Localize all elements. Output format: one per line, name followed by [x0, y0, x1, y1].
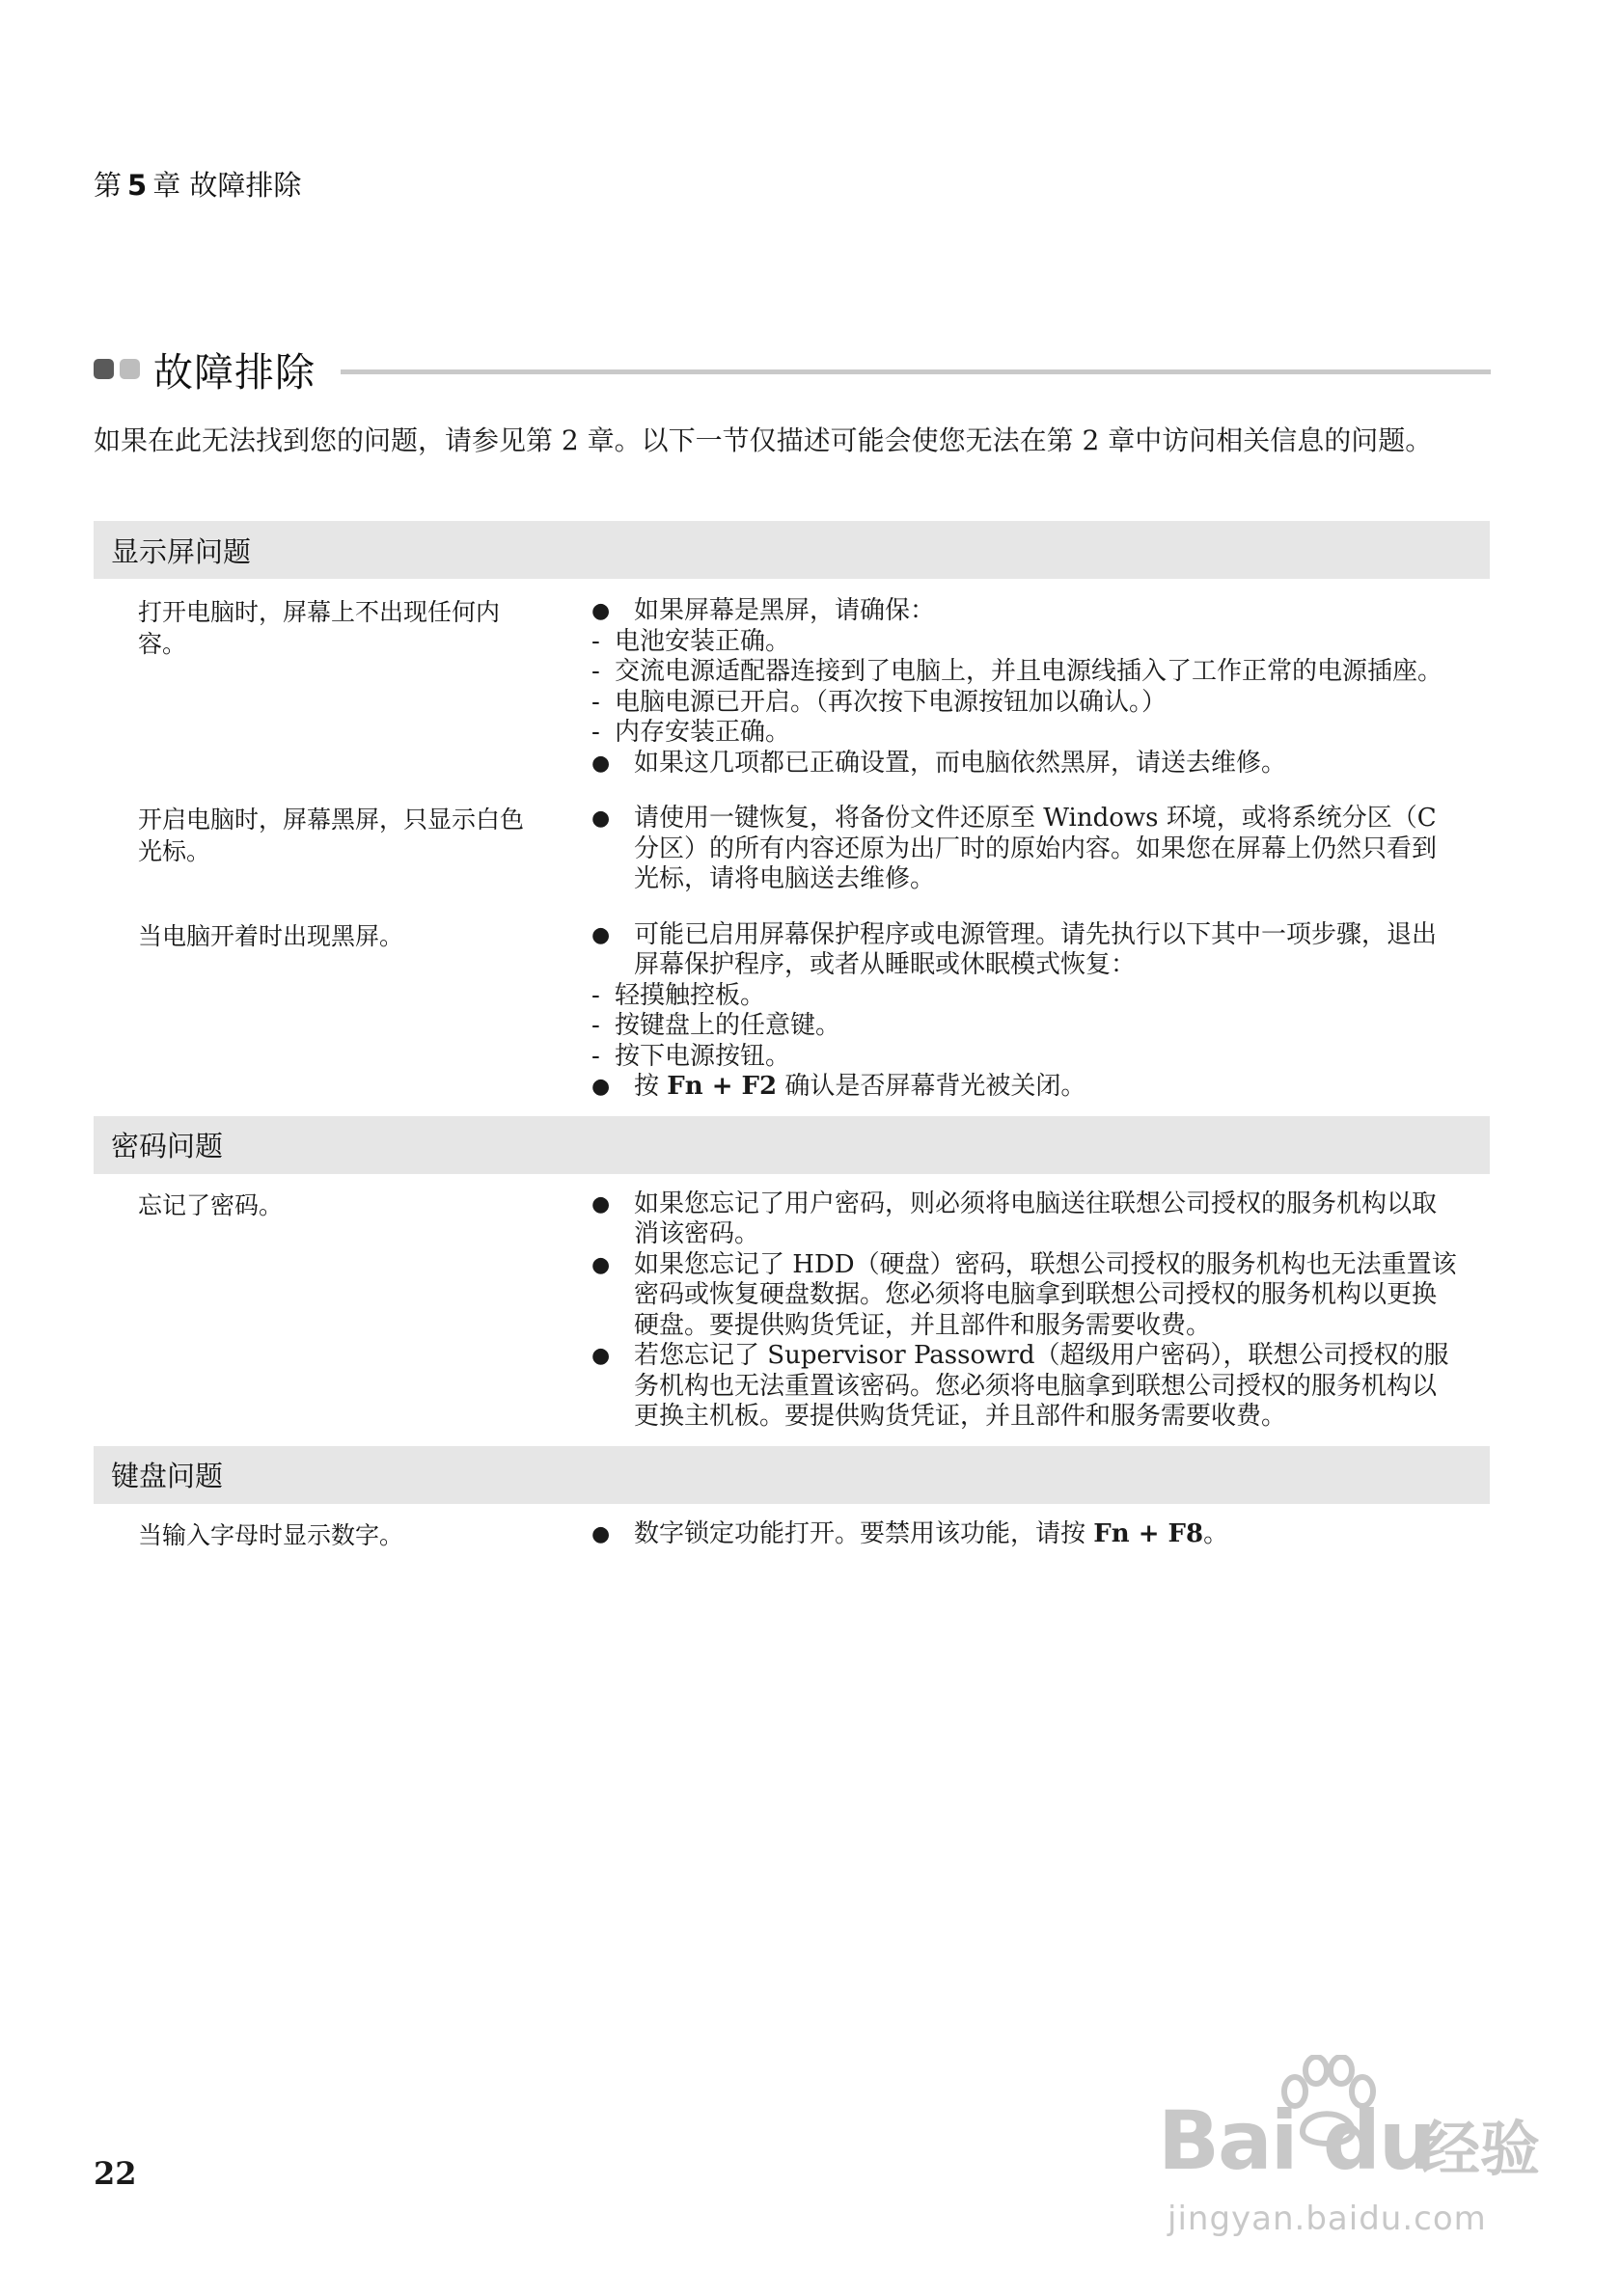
- dash-icon: -: [591, 1041, 600, 1071]
- solution-cell: [591, 1189, 1460, 1433]
- table-row: [94, 1519, 1490, 1551]
- list-item: [591, 1250, 1460, 1342]
- table-row: [94, 596, 1490, 779]
- dash-icon: -: [591, 657, 600, 686]
- list-item: [591, 920, 1460, 981]
- chapter-prefix: 第: [94, 169, 123, 202]
- troubleshooting-table: [94, 521, 1490, 1551]
- solution-cell: [591, 920, 1460, 1103]
- chapter-suffix: 章 故障排除: [152, 169, 302, 202]
- problem-text: 开启电脑时，屏幕黑屏，只显示白色光标。: [138, 806, 525, 865]
- dash-text: 按键盘上的任意键。: [615, 1011, 841, 1040]
- bullet-icon: ●: [591, 1191, 611, 1216]
- dash-text: 电脑电源已开启。（再次按下电源按钮加以确认。）: [615, 687, 1168, 717]
- list-item: [591, 804, 1460, 895]
- solution-cell: [591, 596, 1460, 779]
- bullet-text: 若您忘记了 Supervisor Passowrd（超级用户密码），联想公司授权的服务机构也无法重置该密码。您必须将电脑拿到联想公司授权的服务机构以更换主机板。要提供购货凭证，并且部件和服务需要收费。: [634, 1341, 1449, 1431]
- dash-text: 电池安装正确。: [615, 626, 791, 656]
- category-header-display: 显示屏问题: [94, 521, 1490, 579]
- intro-paragraph: 如果在此无法找到您的问题，请参见第 2 章。以下一节仅描述可能会使您无法在第 2 章中访问相关信息的问题。: [94, 424, 1433, 456]
- key-combo: Fn + F8: [1093, 1518, 1204, 1548]
- problem-text: 当电脑开着时出现黑屏。: [138, 921, 404, 950]
- key-combo: Fn + F2: [667, 1072, 778, 1101]
- list-item: [591, 1341, 1460, 1433]
- dash-text: 交流电源适配器连接到了电脑上，并且电源线插入了工作正常的电源插座。: [615, 657, 1443, 686]
- section-title: 故障排除: [153, 348, 316, 396]
- solution-cell: [591, 804, 1460, 895]
- bullet-icon: ●: [591, 922, 611, 947]
- dash-icon: -: [591, 718, 600, 747]
- dash-icon: -: [591, 687, 600, 717]
- bullet-text: [634, 1519, 1460, 1550]
- list-item: [591, 1072, 1460, 1103]
- list-item: [591, 1042, 1460, 1073]
- list-item: [591, 688, 1460, 719]
- list-item: [591, 596, 1460, 627]
- page-number: 22: [94, 2155, 137, 2192]
- bullet-icon: ●: [591, 599, 611, 623]
- problem-text: 当输入字母时显示数字。: [138, 1520, 404, 1549]
- chapter-header: [94, 164, 301, 204]
- list-item: [591, 1189, 1460, 1250]
- category-header-keyboard: 键盘问题: [94, 1446, 1490, 1504]
- section-title-row: [94, 340, 1491, 397]
- dash-icon: -: [591, 626, 600, 656]
- chapter-number: 5: [127, 169, 148, 202]
- dash-text: 轻摸触控板。: [615, 980, 766, 1010]
- list-item: [591, 1519, 1460, 1550]
- bullet-text-post: 。: [1203, 1518, 1229, 1548]
- light-square-icon: [120, 359, 140, 379]
- bullet-text: 请使用一键恢复，将备份文件还原至 Windows 环境，或将系统分区（C分区）的所有内容还原为出厂时的原始内容。如果您在屏幕上仍然只看到光标，请将电脑送去维修。: [634, 804, 1438, 893]
- category-header-password: 密码问题: [94, 1116, 1490, 1174]
- bullet-text-pre: 数字锁定功能打开。要禁用该功能，请按: [634, 1518, 1086, 1548]
- watermark-url: jingyan.baidu.com: [1168, 2200, 1487, 2238]
- watermark-cn: 经验: [1420, 2114, 1541, 2184]
- bullet-text: 如果这几项都已正确设置，而电脑依然黑屏，请送去维修。: [634, 748, 1287, 778]
- list-item: [591, 718, 1460, 749]
- dash-text: 内存安装正确。: [615, 718, 791, 747]
- dark-square-icon: [94, 359, 114, 379]
- list-item: [591, 657, 1460, 688]
- problem-text: 忘记了密码。: [138, 1190, 284, 1219]
- list-item: [591, 981, 1460, 1012]
- bullet-text: 如果您忘记了用户密码，则必须将电脑送往联想公司授权的服务机构以取消该密码。: [634, 1189, 1438, 1248]
- solution-cell: [591, 1519, 1460, 1551]
- bullet-icon: ●: [591, 751, 611, 776]
- title-rule: [341, 369, 1491, 374]
- bullet-icon: ●: [591, 806, 611, 831]
- dash-text: 按下电源按钮。: [615, 1041, 791, 1071]
- bullet-text-post: 确认是否屏幕背光被关闭。: [784, 1072, 1086, 1101]
- dash-icon: -: [591, 1011, 600, 1040]
- list-item: [591, 627, 1460, 658]
- watermark-logo: Bai du: [1158, 2093, 1435, 2188]
- bullet-text: 可能已启用屏幕保护程序或电源管理。请先执行以下其中一项步骤，退出屏幕保护程序，或者从睡眠或休眠模式恢复：: [634, 919, 1438, 979]
- bullet-icon: ●: [591, 1252, 611, 1277]
- table-row: [94, 920, 1490, 1103]
- list-item: [591, 749, 1460, 779]
- bullet-text: 如果您忘记了 HDD（硬盘）密码，联想公司授权的服务机构也无法重置该密码或恢复硬盘数据。您必须将电脑拿到联想公司授权的服务机构以更换硬盘。要提供购货凭证，并且部件和服务需要收费。: [634, 1249, 1457, 1340]
- table-row: [94, 804, 1490, 895]
- bullet-text-pre: 按: [634, 1072, 660, 1101]
- problem-text: 打开电脑时，屏幕上不出现任何内容。: [138, 598, 501, 658]
- bullet-text: [634, 1072, 1460, 1103]
- dash-icon: -: [591, 980, 600, 1010]
- table-row: [94, 1189, 1490, 1433]
- bullet-icon: ●: [591, 1344, 611, 1368]
- list-item: [591, 1011, 1460, 1042]
- bullet-text: 如果屏幕是黑屏，请确保：: [634, 596, 936, 625]
- bullet-icon: ●: [591, 1521, 611, 1546]
- bullet-icon: ●: [591, 1075, 611, 1099]
- baidu-jingyan-watermark: [1158, 2055, 1563, 2248]
